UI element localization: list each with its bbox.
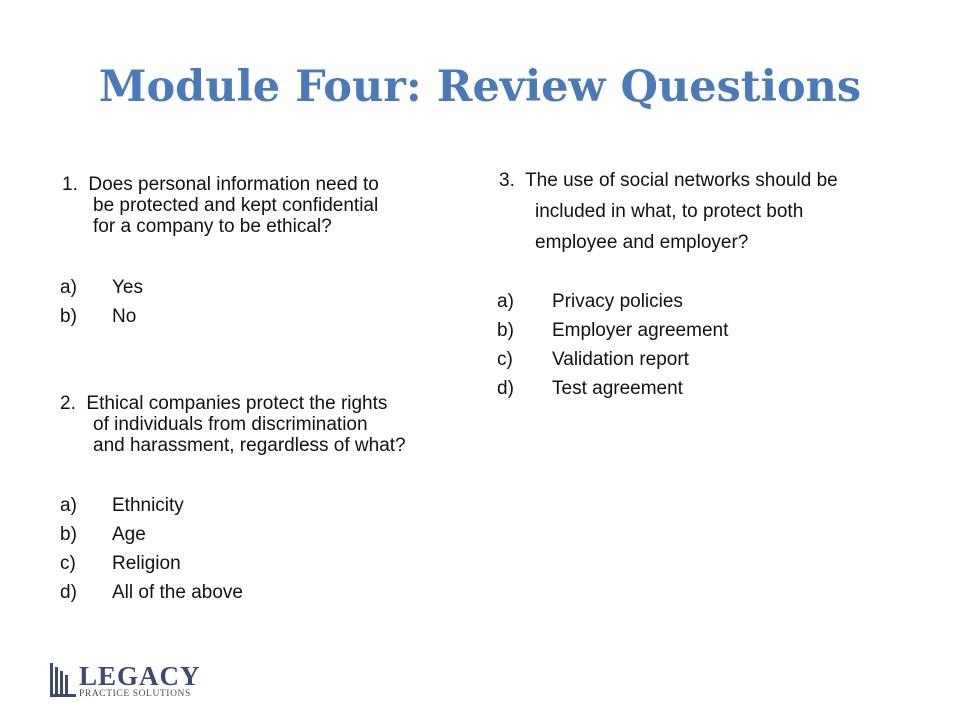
option-text: Ethnicity (112, 495, 184, 516)
slide-title: Module Four: Review Questions (98, 62, 862, 112)
option-text: No (112, 306, 137, 327)
option-letter: b) (497, 320, 514, 341)
question-1-number: 1. (62, 174, 78, 195)
option-letter: a) (60, 495, 77, 516)
option-item (497, 345, 728, 374)
option-item (497, 316, 728, 345)
question-1-line-3: for a company to be ethical? (93, 216, 332, 237)
option-item (60, 491, 243, 520)
option-letter: a) (60, 277, 77, 298)
question-2-options (60, 491, 243, 607)
question-3-options (497, 287, 728, 403)
option-text: Employer agreement (552, 320, 729, 341)
option-text: Test agreement (552, 378, 683, 399)
option-item (60, 578, 243, 607)
logo-text (79, 663, 201, 699)
question-2-line-2: of individuals from discrimination (93, 414, 368, 435)
option-letter: b) (60, 306, 77, 327)
option-item (497, 374, 728, 403)
question-1-line-2: be protected and kept confidential (93, 195, 379, 216)
question-1-line-1 (62, 174, 379, 195)
option-text: Age (112, 524, 146, 545)
question-3-number: 3. (499, 170, 515, 191)
logo-name: LEGACY (79, 661, 201, 691)
option-letter: d) (60, 582, 77, 603)
option-item (497, 287, 728, 316)
option-letter: d) (497, 378, 514, 399)
option-text: Privacy policies (552, 291, 683, 312)
question-2-line-1 (60, 393, 406, 414)
question-1-text-1: Does personal information need to (88, 174, 379, 195)
question-3-line-2: included in what, to protect both (535, 201, 804, 222)
option-letter: c) (497, 349, 513, 370)
option-letter: a) (497, 291, 514, 312)
question-3-line-3: employee and employer? (535, 232, 749, 253)
question-3-line-1 (499, 165, 838, 196)
question-2-text-1: Ethical companies protect the rights (86, 393, 388, 414)
option-text: Validation report (552, 349, 689, 370)
question-2-line-3: and harassment, regardless of what? (93, 435, 406, 456)
option-item (60, 549, 243, 578)
logo-bars-icon (50, 663, 76, 697)
question-2-number: 2. (60, 393, 76, 414)
option-text: All of the above (112, 582, 243, 603)
option-letter: b) (60, 524, 77, 545)
question-3 (499, 165, 838, 258)
logo-tagline: PRACTICE SOLUTIONS (79, 689, 191, 699)
option-text: Religion (112, 553, 181, 574)
option-text: Yes (112, 277, 143, 298)
legacy-logo (50, 663, 201, 699)
option-item (60, 302, 143, 331)
question-2 (60, 393, 406, 456)
option-item (60, 273, 143, 302)
question-1-options (60, 273, 143, 331)
question-1 (62, 174, 379, 237)
option-item (60, 520, 243, 549)
option-letter: c) (60, 553, 76, 574)
question-3-text-1: The use of social networks should be (525, 170, 838, 191)
